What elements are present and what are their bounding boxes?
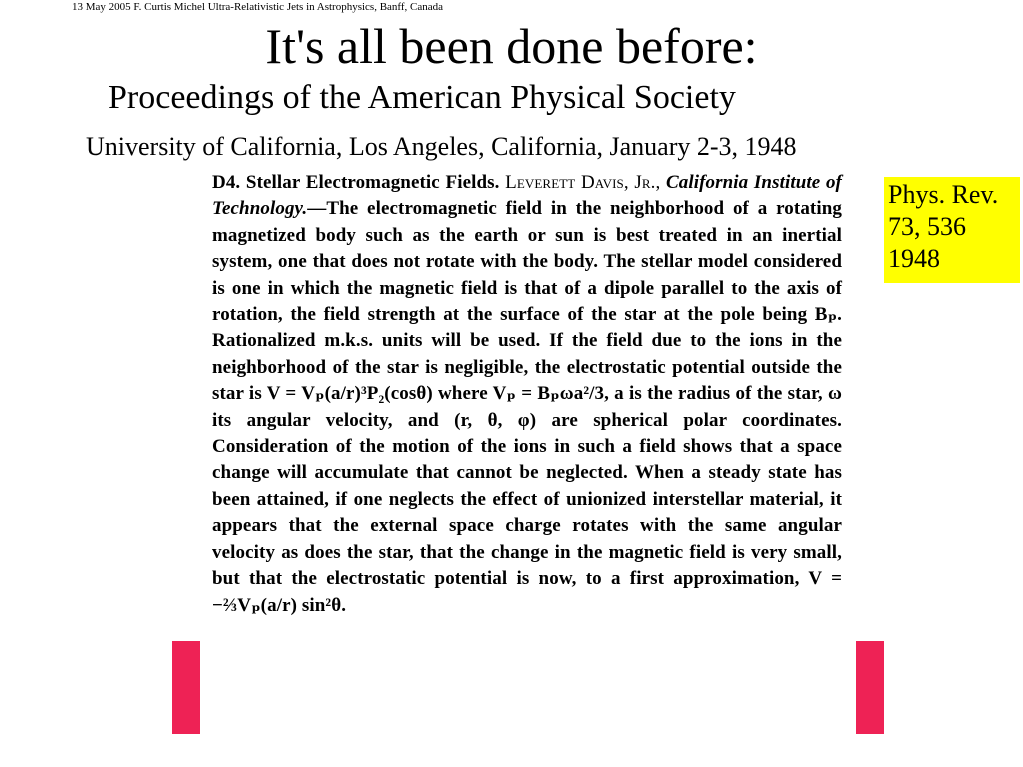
abstract-text — [212, 170, 842, 619]
citation-volume-page: 73, 536 — [888, 212, 966, 241]
abstract-heading: D4. Stellar Electromagnetic Fields. — [212, 172, 500, 193]
right-marker-bar — [856, 641, 884, 734]
header-note: 13 May 2005 F. Curtis Michel Ultra-Relativistic Jets in Astrophysics, Banff, Canada — [72, 1, 444, 13]
abstract-author: Leverett Davis, Jr., — [505, 172, 661, 193]
slide-title: It's all been done before: — [265, 18, 758, 74]
abstract-affiliation: California Institute of Technology. — [212, 172, 842, 220]
citation-box — [884, 177, 1020, 283]
citation-year: 1948 — [888, 244, 940, 273]
left-marker-bar — [172, 641, 200, 734]
citation-journal: Phys. Rev. — [888, 180, 999, 209]
slide-subtitle: Proceedings of the American Physical Society — [108, 79, 736, 116]
abstract-scan — [204, 170, 848, 738]
conference-venue: University of California, Los Angeles, California, January 2-3, 1948 — [86, 132, 797, 161]
abstract-body: —The electromagnetic field in the neighborhood of a rotating magnetized body such as the earth or sun is best treated in an inertial system, one that does not rotate with the body. The stellar model considered is one in which the magnetic field is that of a dipole parallel to the axis of rotation, the field strength at the surface of the star at the pole being Bₚ. Rationalized m.k.s. units will be used. If the field due to the ions in the neighborhood of the star is negligible, the electrostatic potential outside the star is V = Vₚ(a/r)³P₂(cosθ) where Vₚ = Bₚωa²/3, a is the radius of the star, ω its angular velocity, and (r, θ, φ) are spherical polar coordinates. Consideration of the motion of the ions in such a field shows that a space change will accumulate that cannot be neglected. When a steady state has been attained, if one neglects the effect of unionized interstellar material, it appears that the external space charge rotates with the same angular velocity as does the star, that the change in the magnetic field is very small, but that the electrostatic potential is now, to a first approximation, V = −⅔Vₚ(a/r) sin²θ. — [212, 198, 842, 616]
